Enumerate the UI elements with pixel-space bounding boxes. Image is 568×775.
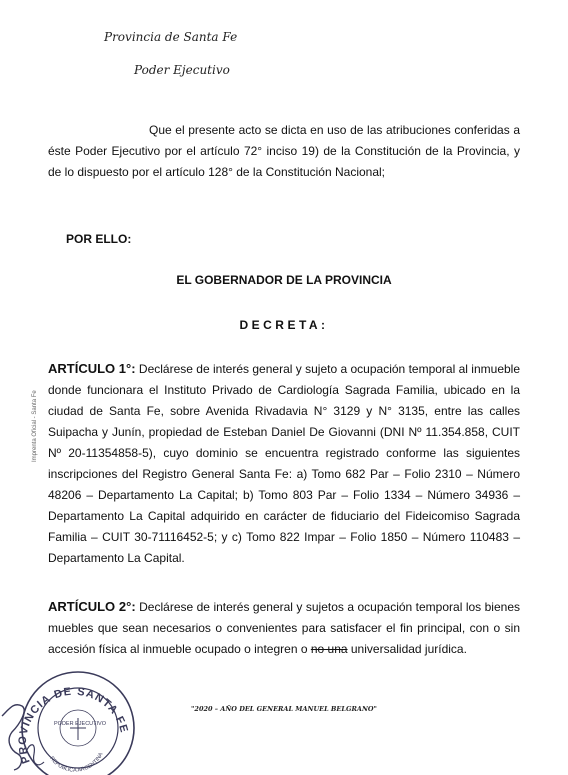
seal-inner-bottom: REPUBLICA ARGENTINA xyxy=(48,751,105,774)
seal-ring-text: PROVINCIA DE SANTA FE xyxy=(16,685,131,766)
governor-heading: EL GOBERNADOR DE LA PROVINCIA xyxy=(176,273,392,287)
sidebar-imprint: Imprenta Oficial - Santa Fe xyxy=(32,390,38,462)
svg-text:REPUBLICA ARGENTINA xyxy=(48,752,104,774)
article-2-text-end: universalidad jurídica. xyxy=(347,642,467,656)
article-1 xyxy=(48,358,520,569)
intro-paragraph: Que el presente acto se dicta en uso de las atribuciones conferidas a éste Poder Ejecutivo por el artículo 72° inciso 19) de la Constitución de la Provincia, y de lo dispuesto por el artículo 128° de la Constitución Nacional; xyxy=(48,123,520,179)
footer-motto: "2020 – AÑO DEL GENERAL MANUEL BELGRANO" xyxy=(191,705,377,713)
header-executive: Poder Ejecutivo xyxy=(134,63,230,77)
header-province: Provincia de Santa Fe xyxy=(104,30,238,44)
article-2-label: ARTÍCULO 2°: xyxy=(48,599,136,614)
por-ello-heading: POR ELLO: xyxy=(66,232,132,246)
decreta-heading: DECRETA: xyxy=(239,318,329,332)
svg-text:PODER EJECUTIVO xyxy=(54,721,107,727)
article-2-struck-text: no una xyxy=(310,642,348,656)
seal-inner-top: PODER EJECUTIVO xyxy=(54,721,106,727)
article-1-text: Declárese de interés general y sujeto a ocupación temporal al inmueble donde funcionara el Instituto Privado de Cardiología Sagrada Familia, ubicado en la ciudad de Santa Fe, sobre Avenida Rivadavia N° 3129 y N° 3135, entre las calles Suipacha y Junín, propiedad de Esteban Daniel De Giovanni (DNI Nº 11.354.858, CUIT Nº 20-11354858-5), cuyo dominio se encuentra registrado conforme las siguientes inscripciones del Registro General Santa Fe: a) Tomo 682 Par – Folio 2310 – Número 48206 – Departamento La Capital; b) Tomo 803 Par – Folio 1334 – Número 34936 – Departamento La Capital adquirido en carácter de fiduciario del Fideicomiso Sagrada Familia – CUIT 30-71116452-5; y c) Tomo 822 Impar – Folio 1850 – Número 110483 – Departamento La Capital. xyxy=(48,362,521,565)
article-1-label: ARTÍCULO 1°: xyxy=(48,361,136,376)
official-seal xyxy=(0,650,140,775)
article-2-text: Declárese de interés general y sujetos a ocupación temporal los bienes muebles que sean necesarios o convenientes para satisfacer el fin principal, con o sin accesión física al inmueble ocupado o integren o xyxy=(48,600,520,656)
